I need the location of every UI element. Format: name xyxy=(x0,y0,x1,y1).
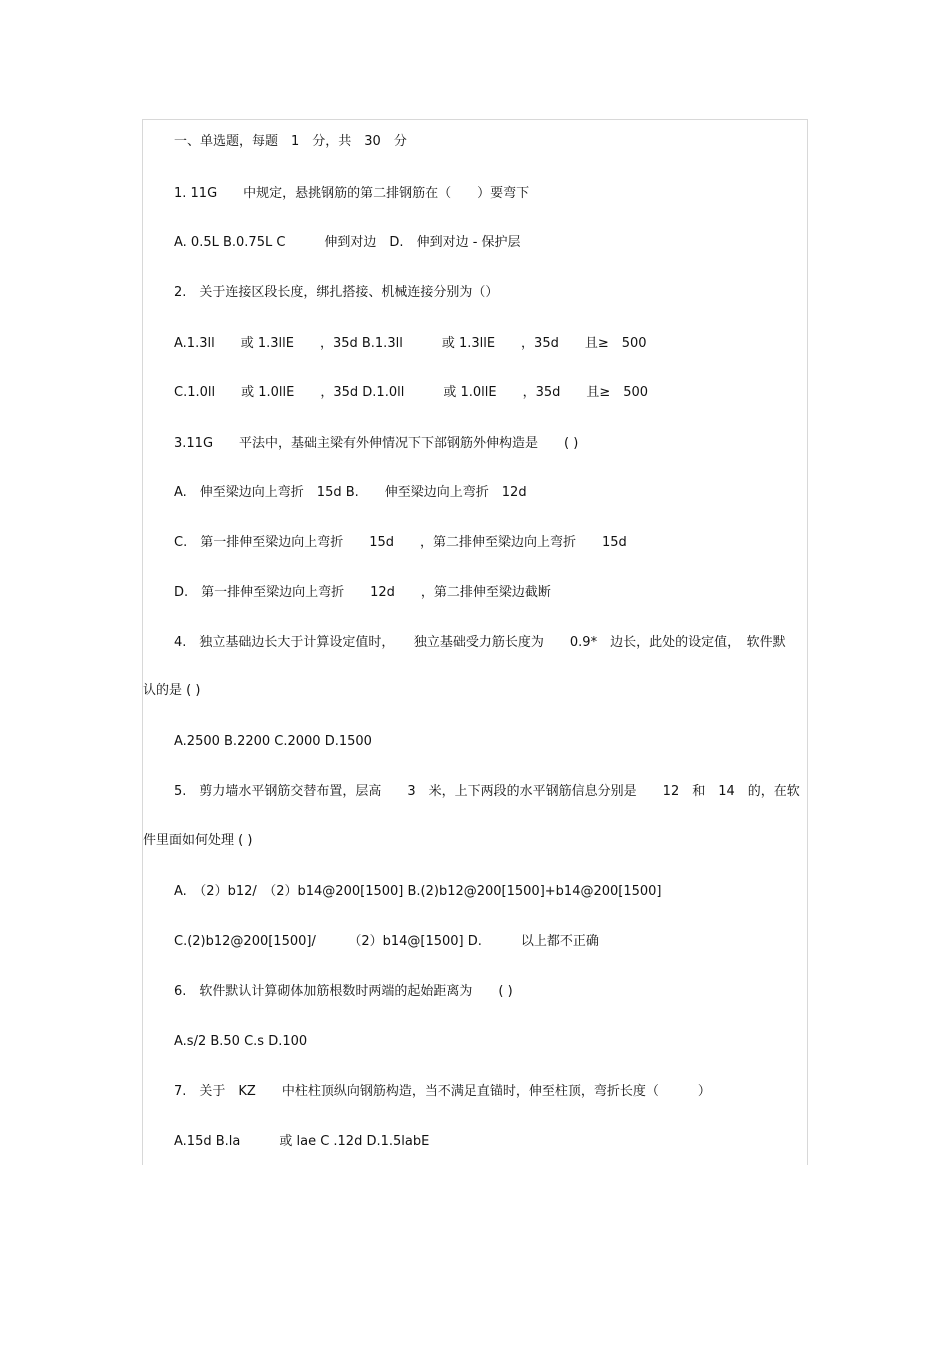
question-5-continued: 件里面如何处理 ( ) xyxy=(143,833,253,848)
question-4: 4. 独立基础边长大于计算设定值时， 独立基础受力筋长度为 0.9* 边长，此处的设定值， 软件默 xyxy=(174,635,786,650)
section-heading: 一、单选题，每题 1 分，共 30 分 xyxy=(174,134,407,149)
question-3-option-c: C. 第一排伸至梁边向上弯折 15d ，第二排伸至梁边向上弯折 15d xyxy=(174,535,627,550)
question-5-options-cd: C.(2)b12@200[1500]/ （2）b14@[1500] D. 以上都不正确 xyxy=(174,934,599,949)
question-2-options-cd: C.1.0ll 或 1.0llE ，35d D.1.0ll 或 1.0llE ，35d 且≥ 500 xyxy=(174,385,649,400)
question-4-continued: 认的是 ( ) xyxy=(143,683,201,698)
question-1-options: A. 0.5L B.0.75L C 伸到对边 D. 伸到对边 - 保护层 xyxy=(174,235,521,250)
question-3-options-ab: A. 伸至梁边向上弯折 15d B. 伸至梁边向上弯折 12d xyxy=(174,485,527,500)
question-7: 7. 关于 KZ 中柱柱顶纵向钢筋构造，当不满足直锚时，伸至柱顶，弯折长度（ ） xyxy=(174,1084,711,1099)
question-7-options: A.15d B.la 或 lae C .12d D.1.5labE xyxy=(174,1134,430,1149)
question-4-options: A.2500 B.2200 C.2000 D.1500 xyxy=(174,734,372,749)
question-6: 6. 软件默认计算砌体加筋根数时两端的起始距离为 ( ) xyxy=(174,984,513,999)
question-1: 1. 11G 中规定，悬挑钢筋的第二排钢筋在（ ）要弯下 xyxy=(174,186,530,201)
question-2: 2. 关于连接区段长度，绑扎搭接、机械连接分别为（） xyxy=(174,285,499,300)
question-2-options-ab: A.1.3ll 或 1.3llE ，35d B.1.3ll 或 1.3llE ，35d 且≥ 500 xyxy=(174,336,647,351)
question-5-options-ab: A. （2）b12/ （2）b14@200[1500] B.(2)b12@200[1500]+b14@200[1500] xyxy=(174,884,662,899)
question-3: 3.11G 平法中，基础主梁有外伸情况下下部钢筋外伸构造是 ( ) xyxy=(174,436,579,451)
question-3-option-d: D. 第一排伸至梁边向上弯折 12d ，第二排伸至梁边截断 xyxy=(174,585,551,600)
question-6-options: A.s/2 B.50 C.s D.100 xyxy=(174,1034,308,1049)
question-5: 5. 剪力墙水平钢筋交替布置，层高 3 米，上下两段的水平钢筋信息分别是 12 和 14 的，在软 xyxy=(174,784,800,799)
